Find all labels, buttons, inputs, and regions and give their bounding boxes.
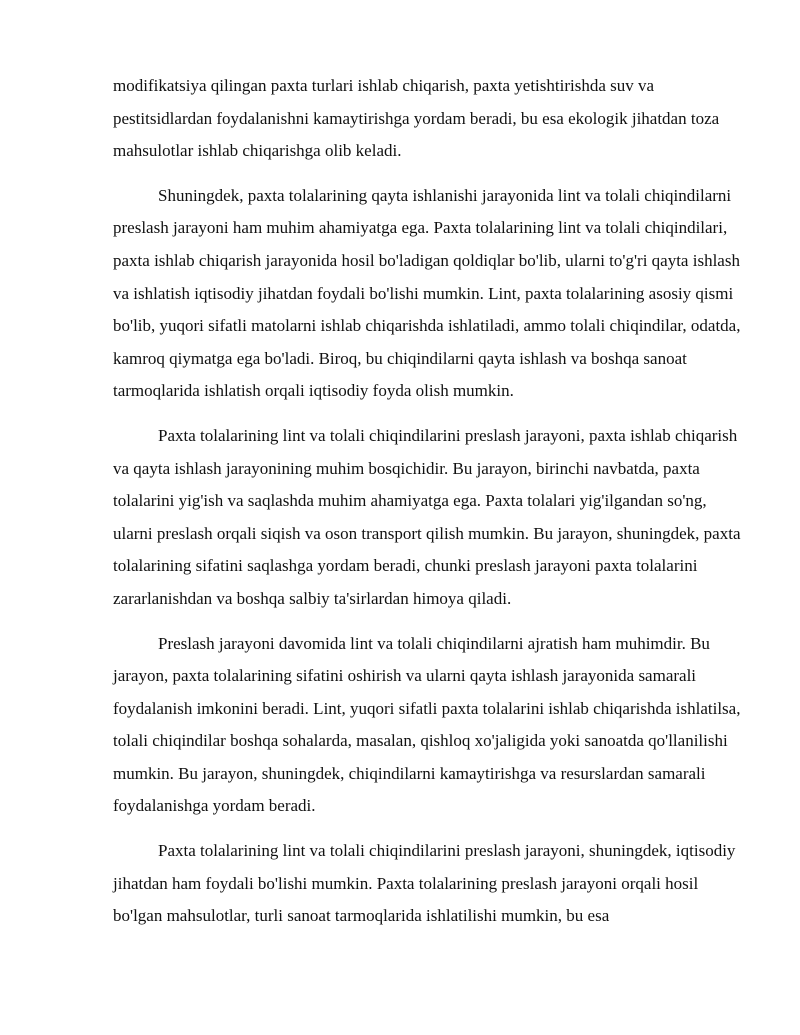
paragraph-continuation: modifikatsiya qilingan paxta turlari ishlab chiqarish, paxta yetishtirishda suv va pestitsidlardan foydalanishni kamaytirishga yordam beradi, bu esa ekologik jihatdan toza mahsulotlar ishlab chiqarishga olib keladi. <box>113 76 720 161</box>
document-page <box>113 70 743 945</box>
paragraph-pressing-stage: Paxta tolalarining lint va tolali chiqindilarini preslash jarayoni, paxta ishlab chiqarish va qayta ishlash jarayonining muhim bosqichidir. Bu jarayon, birinchi navbatda, paxta tolalarini yig'ish va saqlashda muhim ahamiyatga ega. Paxta tolalari yig'ilgandan so'ng, ularni preslash orqali siqish va oson transport qilish mumkin. Bu jarayon, shuningdek, paxta tolalarining sifatini saqlashga yordam beradi, chunki preslash jarayoni paxta tolalarini zararlanishdan va boshqa salbiy ta'sirlardan himoya qiladi. <box>113 425 741 608</box>
paragraph-separation: Preslash jarayoni davomida lint va tolali chiqindilarni ajratish ham muhimdir. Bu jarayon, paxta tolalarining sifatini oshirish va ularni qayta ishlash jarayonida samarali foydalanish imkonini beradi. Lint, yuqori sifatli paxta tolalarini ishlab chiqarishda ishlatilsa, tolali chiqindilar boshqa sohalarda, masalan, qishloq xo'jaligida yoki sanoatda qo'llanilishi mumkin. Bu jarayon, shuningdek, chiqindilarni kamaytirishga va resurslardan samarali foydalanishga yordam beradi. <box>113 633 741 816</box>
paragraph-economic-benefit: Paxta tolalarining lint va tolali chiqindilarini preslash jarayoni, shuningdek, iqtisodiy jihatdan ham foydali bo'lishi mumkin. Paxta tolalarining preslash jarayoni orqali hosil bo'lgan mahsulotlar, turli sanoat tarmoqlarida ishlatilishi mumkin, bu esa <box>113 841 736 926</box>
paragraph-lint-waste-importance: Shuningdek, paxta tolalarining qayta ishlanishi jarayonida lint va tolali chiqindilarni preslash jarayoni ham muhim ahamiyatga ega. Paxta tolalarining lint va tolali chiqindilari, paxta ishlab chiqarish jarayonida hosil bo'ladigan qoldiqlar bo'lib, ularni to'g'ri qayta ishlash va ishlatish iqtisodiy jihatdan foydali bo'lishi mumkin. Lint, paxta tolalarining asosiy qismi bo'lib, yuqori sifatli matolarni ishlab chiqarishda ishlatiladi, ammo tolali chiqindilar, odatda, kamroq qiymatga ega bo'ladi. Biroq, bu chiqindilarni qayta ishlash va boshqa sanoat tarmoqlarida ishlatish orqali iqtisodiy foyda olish mumkin. <box>113 185 741 401</box>
